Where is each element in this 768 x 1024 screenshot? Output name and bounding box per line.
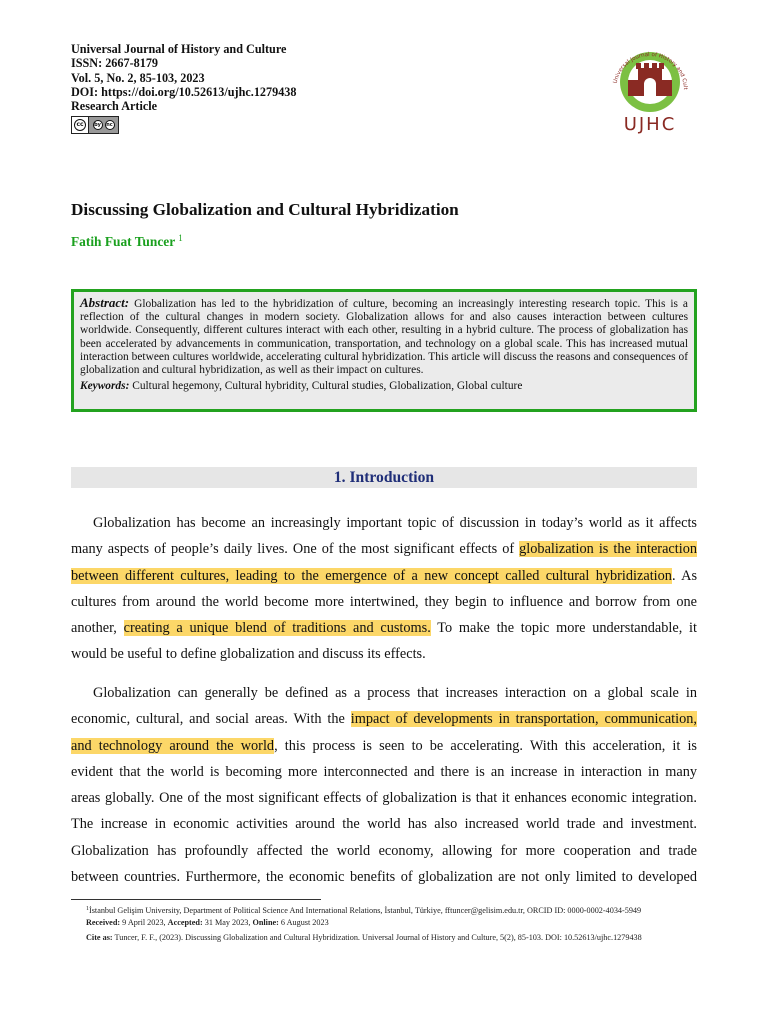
highlight: globalization is the interaction xyxy=(519,541,697,558)
cc-icon: cc xyxy=(74,119,86,131)
highlight: creating a unique blend of traditions and customs. xyxy=(123,620,431,637)
footnote-divider xyxy=(71,899,321,900)
logo-wordmark: UJHC xyxy=(623,114,677,135)
footnote-affiliation: $^1$İstanbul Gelişim University, Department of Political Science And International Relations, İstanbul, Türkiye, fftuncer@gelisim.edu.tr, ORCID ID: 0000-0002-4034-5949 xyxy=(86,906,642,915)
highlight: impact of developments in transportation, communication, xyxy=(350,711,697,728)
journal-header xyxy=(71,42,296,134)
highlight: and technology around the world xyxy=(71,737,275,754)
cc-license-badge[interactable] xyxy=(71,116,119,134)
footnote-citation: Cite as: Tuncer, F. F., (2023). Discussing Globalization and Cultural Hybridization. Universal Journal of History and Culture, 5(2), 85-103. DOI: 10.52613/ujhc.1279438 xyxy=(86,933,642,942)
logo-ring-text: Universal Journal of History and Cult xyxy=(612,51,689,90)
footnote-dates: Received: 9 April 2023, Accepted: 31 May 2023, Online: 6 August 2023 xyxy=(86,918,329,927)
paragraph-2: Globalization can generally be defined as a process that increases interaction on a global scale in economic, cultural, and social areas. With the impact of developments in transportation, communication, and technology around the world, this process is seen to be accelerating. With this acceleration, it is evident that the world is becoming more interconnected and there is an increase in interaction in many areas globally. One of the most significant effects of globalization is that it enhances economic integration. The increase in economic activities around the world has also increased world trade and investment. Globalization has profoundly affected the world economy, allowing for more cooperation and trade between countries. Furthermore, the economic benefits of globalization are not only limited to developed xyxy=(71,685,697,886)
keywords-line xyxy=(80,380,688,393)
author-footnote-marker[interactable]: 1 xyxy=(178,233,183,243)
keywords-label: Keywords: xyxy=(80,380,130,393)
paragraph-1: Globalization has become an increasingly important topic of discussion in today’s world as it affects many aspects of people’s daily lives. One of the most significant effects of globalization is the interaction between different cultures, leading to the emergence of a new concept called cultural hybridization. As cultures from around the world become more intertwined, they begin to influence and borrow from one another, creating a unique blend of traditions and customs. To make the topic more understandable, it would be useful to define globalization and discuss its effects. xyxy=(71,515,698,663)
issn: ISSN: 2667-8179 xyxy=(71,56,159,71)
castle-emblem-icon xyxy=(604,46,696,116)
abstract-box xyxy=(71,289,697,412)
journal-name: Universal Journal of History and Culture xyxy=(71,42,287,56)
abstract-label: Abstract: xyxy=(80,295,130,310)
doi-link[interactable]: DOI: https://doi.org/10.52613/ujhc.1279438 xyxy=(71,84,297,99)
volume-info: Vol. 5, No. 2, 85-103, 2023 xyxy=(71,70,205,85)
by-icon: by xyxy=(94,122,101,129)
highlight: between different cultures, leading to the emergence of a new concept called cultural hybridization xyxy=(71,567,672,584)
nc-icon: nc xyxy=(106,122,113,129)
abstract-body xyxy=(80,296,688,377)
abstract-text: Globalization has led to the hybridization of culture, becoming an increasingly interesting research topic. This is a reflection of the cultural changes in modern society. Globalization allows for and also causes interaction between cultures worldwide. Consequently, different cultures interact with each other, resulting in a hybrid culture. The process of globalization has been accelerated by advancements in communication, transportation, and technology on a global scale. This has increased mutual interaction between cultures worldwide, accelerating cultural hybridization. This article will discuss the reasons and consequences of globalization and cultural hybridization, as well as their impact on cultures. xyxy=(80,298,688,377)
keywords-text: Cultural hegemony, Cultural hybridity, Cultural studies, Globalization, Global culture xyxy=(132,380,523,393)
article-type: Research Article xyxy=(71,99,158,114)
journal-logo xyxy=(604,46,696,142)
article-title: Discussing Globalization and Cultural Hybridization xyxy=(71,200,459,219)
section-heading-introduction: 1. Introduction xyxy=(71,467,697,488)
author-name[interactable]: Fatih Fuat Tuncer $^1$ xyxy=(71,233,183,249)
